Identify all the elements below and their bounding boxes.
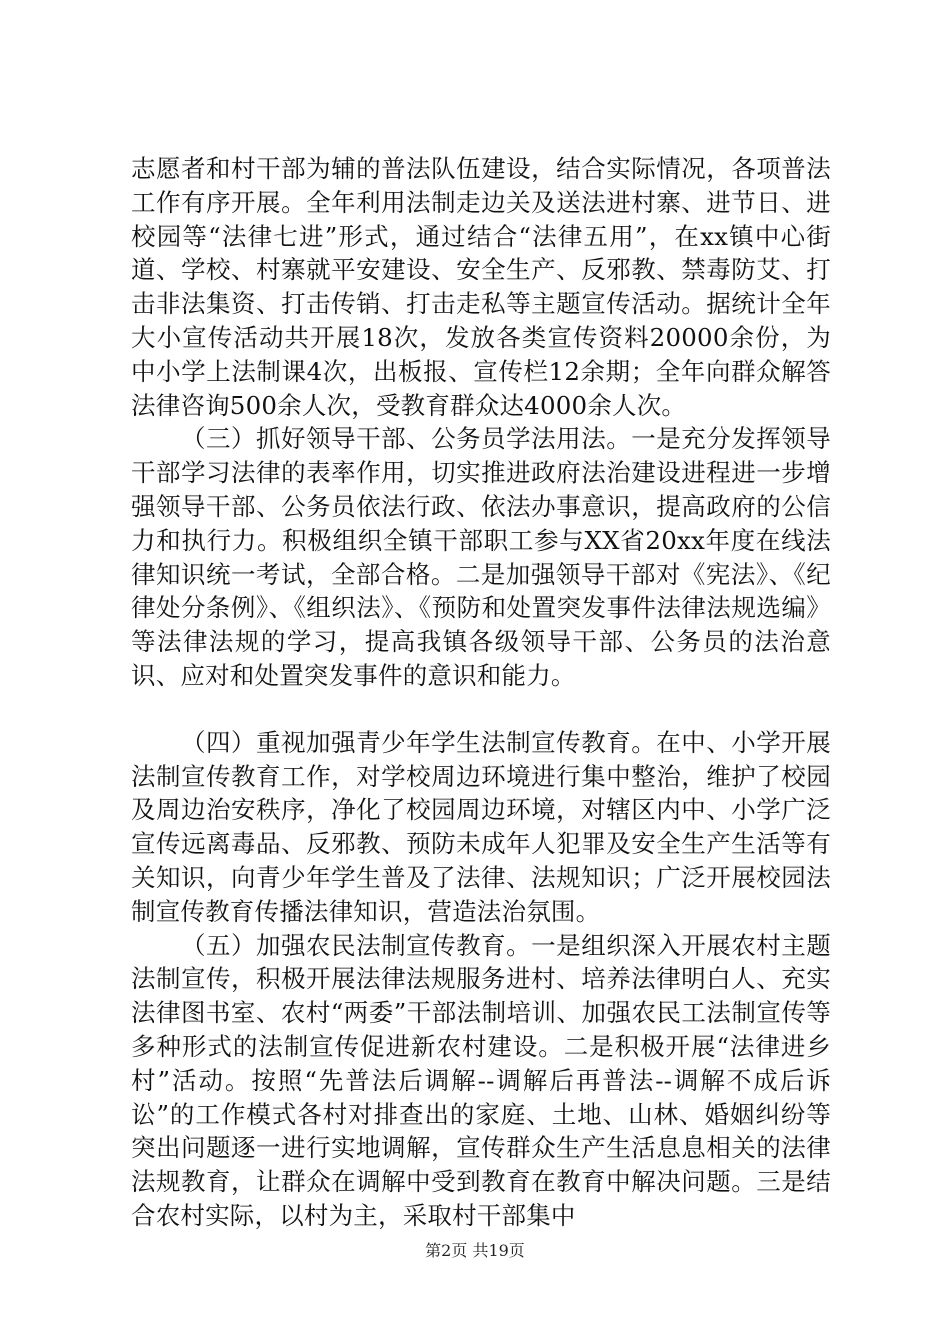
- paragraph-section-four: （四）重视加强青少年学生法制宣传教育。在中、小学开展法制宣传教育工作，对学校周边环境进行集中整治，维护了校园及周边治安秩序，净化了校园周边环境，对辖区内中、小学广泛宣传远离毒品、反邪教、预防未成年人犯罪及安全生产生活等有关知识，向青少年学生普及了法律、法规知识；广泛开展校园法制宣传教育传播法律知识，营造法治氛围。: [131, 727, 831, 926]
- paragraph-section-three: （三）抓好领导干部、公务员学法用法。一是充分发挥领导干部学习法律的表率作用，切实推进政府法治建设进程进一步增强领导干部、公务员依法行政、依法办事意识，提高政府的公信力和执行力。积极组织全镇干部职工参与XX省20xx年度在线法律知识统一考试，全部合格。二是加强领导干部对《宪法》、《纪律处分条例》、《组织法》、《预防和处置突发事件法律法规选编》等法律法规的学习，提高我镇各级领导干部、公务员的法治意识、应对和处置突发事件的意识和能力。: [131, 424, 831, 690]
- document-body: [131, 152, 831, 1233]
- paragraph-section-five: （五）加强农民法制宣传教育。一是组织深入开展农村主题法制宣传，积极开展法律法规服务进村、培养法律明白人、充实法律图书室、农村“两委”干部法制培训、加强农民工法制宣传等多种形式的法制宣传促进新农村建设。二是积极开展“法律进乡村”活动。按照“先普法后调解--调解后再普法--调解不成后诉讼”的工作模式各村对排查出的家庭、土地、山林、婚姻纠纷等突出问题逐一进行实地调解，宣传群众生产生活息息相关的法律法规教育，让群众在调解中受到教育在教育中解决问题。三是结合农村实际，以村为主，采取村干部集中: [131, 930, 831, 1230]
- paragraph-continuation: 志愿者和村干部为辅的普法队伍建设，结合实际情况，各项普法工作有序开展。全年利用法制走边关及送法进村寨、进节日、进校园等“法律七进”形式，通过结合“法律五用”，在xx镇中心街道、学校、村寨就平安建设、安全生产、反邪教、禁毒防艾、打击非法集资、打击传销、打击走私等主题宣传活动。据统计全年大小宣传活动共开展18次，发放各类宣传资料20000余份，为中小学上法制课4次，出板报、宣传栏12余期；全年向群众解答法律咨询500余人次，受教育群众达4000余人次。: [131, 154, 831, 420]
- page-number-footer: 第2页 共19页: [425, 1241, 525, 1260]
